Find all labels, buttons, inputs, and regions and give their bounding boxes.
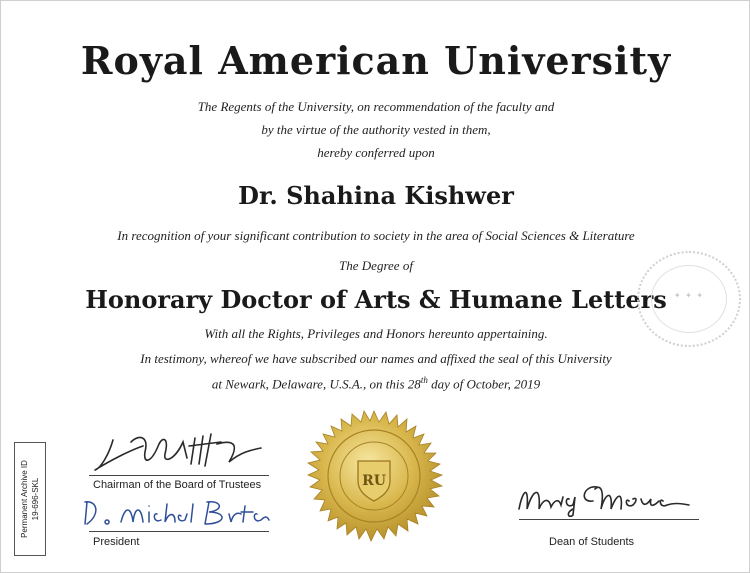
- intro-line-1: The Regents of the University, on recommendation of the faculty and: [197, 99, 555, 114]
- notary-stamp: [637, 251, 741, 347]
- date-suffix: th: [420, 375, 428, 385]
- chairman-signature: [91, 424, 271, 476]
- dean-signature: [513, 479, 693, 519]
- testimony-text: In testimony, whereof we have subscribed our names and affixed the seal of this University: [140, 351, 612, 366]
- university-title: Royal American University: [80, 38, 672, 83]
- chairman-label: Chairman of the Board of Trustees: [93, 479, 262, 491]
- recognition-text: In recognition of your significant contribution to society in the area of Social Sciences & Literature: [117, 228, 635, 243]
- location-date-text: [1, 375, 750, 392]
- dean-signature-line: [519, 519, 699, 520]
- president-signature: [81, 494, 271, 530]
- dean-label: Dean of Students: [549, 536, 635, 548]
- rights-text: With all the Rights, Privileges and Honors hereunto appertaining.: [204, 326, 548, 341]
- archive-id-label: Permanent Archive ID: [20, 460, 29, 538]
- recipient-name: Dr. Shahina Kishwer: [238, 181, 514, 210]
- degree-title: Honorary Doctor of Arts & Humane Letters: [85, 285, 667, 314]
- intro-line-3: hereby conferred upon: [317, 145, 435, 160]
- degree-intro: The Degree of: [339, 258, 413, 273]
- archive-id-box: [14, 442, 46, 556]
- president-signature-line: [89, 531, 269, 532]
- university-seal: [304, 409, 444, 549]
- intro-line-2: by the virtue of the authority vested in them,: [261, 122, 491, 137]
- seal-monogram: RU: [362, 473, 386, 489]
- location-prefix: at Newark, Delaware, U.S.A., on this 28: [211, 376, 421, 392]
- archive-id-text: [19, 443, 41, 555]
- date-rest: day of October, 2019: [431, 376, 541, 392]
- president-label: President: [93, 536, 140, 548]
- notary-stamp-mark: ✦ ✦ ✦: [673, 291, 705, 300]
- chairman-signature-line: [89, 475, 269, 476]
- archive-id-value: 19-696-SKL: [31, 477, 40, 521]
